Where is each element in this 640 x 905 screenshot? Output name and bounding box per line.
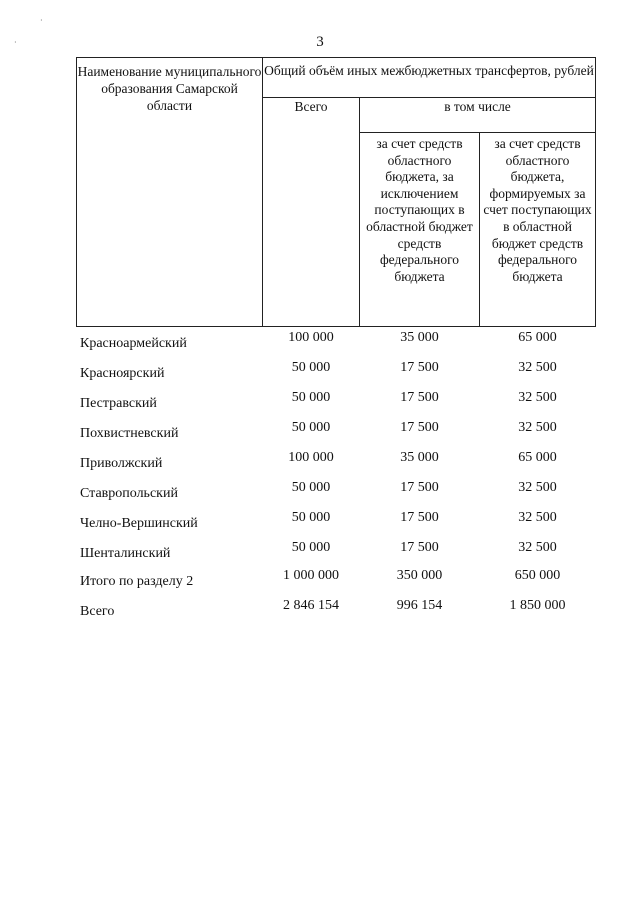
header-federal-budget: за счет средств областного бюджета, формируемых за счет поступающих в областной бюджет средств федерального бюджета (479, 132, 596, 327)
grand-total-row (0, 598, 640, 628)
total-amount: 50 000 (291, 390, 331, 405)
regional-amount: 996 154 (396, 598, 443, 613)
federal-amount: 1 850 000 (509, 598, 566, 613)
total-amount: 50 000 (291, 540, 331, 555)
municipality-name: Пестравский (80, 396, 157, 411)
grand-total-label: Всего (80, 604, 115, 619)
federal-amount: 65 000 (518, 450, 557, 465)
subtotal-row (0, 568, 640, 598)
municipality-name: Шенталинский (80, 546, 171, 561)
regional-amount: 17 500 (400, 540, 439, 555)
table-row (0, 420, 640, 450)
federal-amount: 65 000 (518, 330, 557, 345)
header-total-transfers: Общий объём иных межбюджетных трансфертов, рублей (262, 57, 596, 98)
municipality-name: Красноармейский (80, 336, 187, 351)
federal-amount: 32 500 (518, 540, 557, 555)
regional-amount: 17 500 (400, 420, 439, 435)
regional-amount: 17 500 (400, 480, 439, 495)
regional-amount: 35 000 (400, 330, 439, 345)
total-amount: 100 000 (288, 330, 334, 345)
municipality-name: Челно-Вершинский (80, 516, 198, 531)
table-row (0, 390, 640, 420)
table-row (0, 480, 640, 510)
municipality-name: Приволжский (80, 456, 163, 471)
federal-amount: 32 500 (518, 510, 557, 525)
municipality-name: Красноярский (80, 366, 165, 381)
table-row (0, 540, 640, 570)
scan-speck: · (40, 16, 43, 25)
scan-speck: · (14, 38, 17, 47)
municipality-name: Похвистневский (80, 426, 179, 441)
regional-amount: 17 500 (400, 360, 439, 375)
regional-amount: 17 500 (400, 390, 439, 405)
page-number: 3 (316, 34, 324, 50)
total-amount: 100 000 (288, 450, 334, 465)
total-amount: 50 000 (291, 420, 331, 435)
regional-amount: 17 500 (400, 510, 439, 525)
total-amount: 50 000 (291, 360, 331, 375)
federal-amount: 650 000 (514, 568, 561, 583)
federal-amount: 32 500 (518, 420, 557, 435)
header-municipality-name: Наименование муниципального образования Самарской области (76, 57, 263, 327)
regional-amount: 350 000 (396, 568, 443, 583)
federal-amount: 32 500 (518, 480, 557, 495)
table-row (0, 330, 640, 360)
header-vsego: Всего (262, 97, 360, 327)
total-amount: 1 000 000 (283, 568, 339, 583)
regional-amount: 35 000 (400, 450, 439, 465)
federal-amount: 32 500 (518, 360, 557, 375)
total-amount: 50 000 (291, 510, 331, 525)
table-row (0, 510, 640, 540)
table-row (0, 360, 640, 390)
total-amount: 2 846 154 (283, 598, 339, 613)
subtotal-label: Итого по разделу 2 (80, 574, 194, 589)
federal-amount: 32 500 (518, 390, 557, 405)
header-v-tom-chisle: в том числе (359, 97, 596, 133)
municipality-name: Ставропольский (80, 486, 178, 501)
header-regional-budget: за счет средств областного бюджета, за исключением поступающих в областной бюджет средств федерального бюджета (359, 132, 480, 327)
table-row (0, 450, 640, 480)
total-amount: 50 000 (291, 480, 331, 495)
